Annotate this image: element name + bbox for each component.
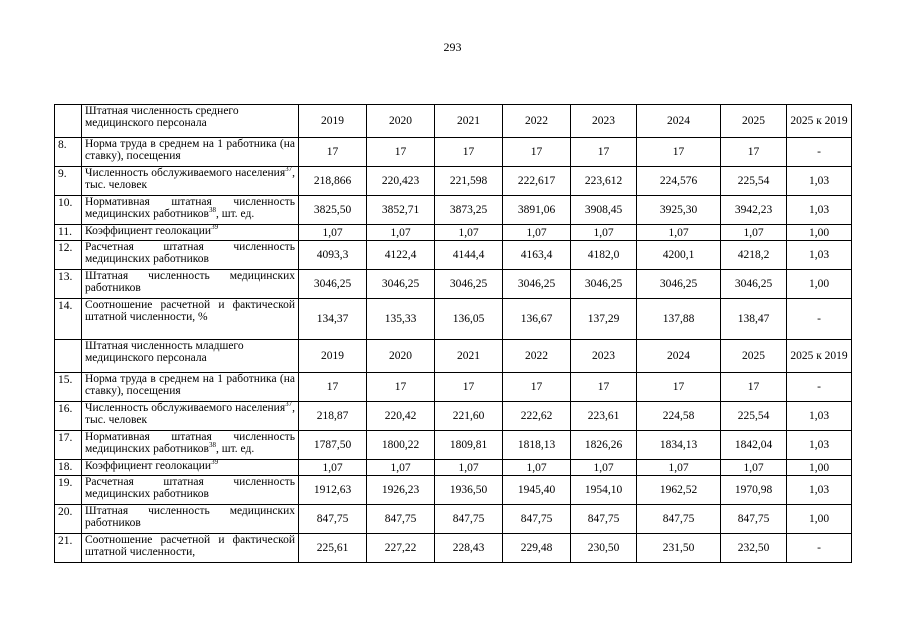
value-cell: 1,07 bbox=[503, 225, 571, 241]
footnote-ref: 39 bbox=[211, 224, 219, 231]
value-cell: 3046,25 bbox=[299, 270, 367, 299]
row-number: 18. bbox=[55, 460, 82, 476]
value-cell: 1954,10 bbox=[571, 476, 637, 505]
row-label-text: Штатная численность медицинских работников bbox=[85, 270, 295, 294]
row-number: 13. bbox=[55, 270, 82, 299]
value-cell: 1834,13 bbox=[637, 431, 721, 460]
ratio-cell: 1,03 bbox=[787, 241, 852, 270]
value-cell: 224,58 bbox=[637, 402, 721, 431]
ratio-cell: 1,00 bbox=[787, 460, 852, 476]
value-cell: 222,617 bbox=[503, 167, 571, 196]
value-cell: 138,47 bbox=[721, 299, 787, 340]
value-cell: 1,07 bbox=[299, 225, 367, 241]
value-cell: 3908,45 bbox=[571, 196, 637, 225]
value-cell: 223,612 bbox=[571, 167, 637, 196]
table-row bbox=[55, 476, 852, 505]
table-body bbox=[55, 105, 852, 563]
value-cell: 847,75 bbox=[721, 505, 787, 534]
value-cell: 1926,23 bbox=[367, 476, 435, 505]
row-label bbox=[82, 196, 299, 225]
footnote-ref: 39 bbox=[211, 459, 219, 466]
row-label bbox=[82, 167, 299, 196]
value-cell: 221,60 bbox=[435, 402, 503, 431]
value-cell: 1826,26 bbox=[571, 431, 637, 460]
value-cell: 135,33 bbox=[367, 299, 435, 340]
row-label-text: Нормативная штатная численность медицинских работников bbox=[85, 196, 295, 220]
value-cell: 17 bbox=[571, 138, 637, 167]
value-cell: 1,07 bbox=[637, 225, 721, 241]
value-cell: 1,07 bbox=[637, 460, 721, 476]
value-cell: 3891,06 bbox=[503, 196, 571, 225]
value-cell: 1800,22 bbox=[367, 431, 435, 460]
table-row bbox=[55, 225, 852, 241]
value-cell: 1,07 bbox=[367, 225, 435, 241]
value-cell: 227,22 bbox=[367, 534, 435, 563]
value-cell: 17 bbox=[435, 138, 503, 167]
ratio-cell: 1,00 bbox=[787, 225, 852, 241]
value-cell: 1809,81 bbox=[435, 431, 503, 460]
row-number-cell bbox=[55, 105, 82, 138]
year-header: 2019 bbox=[299, 105, 367, 138]
row-label-text: Численность обслуживаемого населения bbox=[85, 167, 286, 179]
year-header: 2022 bbox=[503, 340, 571, 373]
value-cell: 4218,2 bbox=[721, 241, 787, 270]
value-cell: 847,75 bbox=[435, 505, 503, 534]
value-cell: 3046,25 bbox=[637, 270, 721, 299]
footnote-ref: 38 bbox=[209, 441, 216, 449]
year-header: 2025 bbox=[721, 340, 787, 373]
row-number: 12. bbox=[55, 241, 82, 270]
value-cell: 17 bbox=[299, 138, 367, 167]
row-number: 21. bbox=[55, 534, 82, 563]
ratio-header: 2025 к 2019 bbox=[787, 105, 852, 138]
row-label-text: Соотношение расчетной и фактической штатной численности, bbox=[85, 534, 295, 558]
table-row bbox=[55, 431, 852, 460]
value-cell: 223,61 bbox=[571, 402, 637, 431]
value-cell: 222,62 bbox=[503, 402, 571, 431]
row-number: 19. bbox=[55, 476, 82, 505]
row-number: 20. bbox=[55, 505, 82, 534]
table-row bbox=[55, 196, 852, 225]
row-label bbox=[82, 299, 299, 340]
row-label-suffix: , тыс. человек bbox=[85, 402, 295, 426]
row-label-text: Расчетная штатная численность медицинских работников bbox=[85, 476, 295, 500]
ratio-cell: 1,00 bbox=[787, 270, 852, 299]
ratio-cell: - bbox=[787, 534, 852, 563]
value-cell: 1,07 bbox=[435, 225, 503, 241]
value-cell: 4200,1 bbox=[637, 241, 721, 270]
value-cell: 232,50 bbox=[721, 534, 787, 563]
value-cell: 1970,98 bbox=[721, 476, 787, 505]
value-cell: 218,87 bbox=[299, 402, 367, 431]
row-label bbox=[82, 505, 299, 534]
row-label-text: Норма труда в среднем на 1 работника (на ставку), посещения bbox=[85, 138, 295, 162]
value-cell: 224,576 bbox=[637, 167, 721, 196]
section-title: Штатная численность среднего медицинского персонала bbox=[82, 105, 299, 138]
value-cell: 17 bbox=[637, 138, 721, 167]
year-header: 2023 bbox=[571, 340, 637, 373]
row-label-text: Штатная численность медицинских работников bbox=[85, 505, 295, 529]
value-cell: 1,07 bbox=[571, 225, 637, 241]
value-cell: 1,07 bbox=[299, 460, 367, 476]
value-cell: 3925,30 bbox=[637, 196, 721, 225]
row-label bbox=[82, 225, 299, 241]
value-cell: 1912,63 bbox=[299, 476, 367, 505]
row-number-cell bbox=[55, 340, 82, 373]
row-label-text: Коэффициент геолокации bbox=[85, 225, 212, 237]
value-cell: 17 bbox=[435, 373, 503, 402]
value-cell: 17 bbox=[571, 373, 637, 402]
row-label bbox=[82, 373, 299, 402]
value-cell: 231,50 bbox=[637, 534, 721, 563]
value-cell: 847,75 bbox=[367, 505, 435, 534]
footnote-ref: 37 bbox=[285, 401, 293, 408]
section-header-row bbox=[55, 105, 852, 138]
value-cell: 17 bbox=[503, 138, 571, 167]
table-row bbox=[55, 373, 852, 402]
year-header: 2021 bbox=[435, 340, 503, 373]
row-number: 9. bbox=[55, 167, 82, 196]
row-label-suffix: , шт. ед. bbox=[216, 443, 255, 455]
value-cell: 3046,25 bbox=[721, 270, 787, 299]
table-row bbox=[55, 534, 852, 563]
year-header: 2024 bbox=[637, 340, 721, 373]
value-cell: 1,07 bbox=[503, 460, 571, 476]
value-cell: 1936,50 bbox=[435, 476, 503, 505]
row-number: 8. bbox=[55, 138, 82, 167]
ratio-cell: 1,00 bbox=[787, 505, 852, 534]
value-cell: 847,75 bbox=[299, 505, 367, 534]
row-number: 17. bbox=[55, 431, 82, 460]
value-cell: 1818,13 bbox=[503, 431, 571, 460]
value-cell: 17 bbox=[721, 138, 787, 167]
ratio-cell: 1,03 bbox=[787, 196, 852, 225]
row-label-text: Нормативная штатная численность медицинских работников bbox=[85, 431, 295, 455]
row-number: 10. bbox=[55, 196, 82, 225]
value-cell: 136,67 bbox=[503, 299, 571, 340]
value-cell: 3873,25 bbox=[435, 196, 503, 225]
value-cell: 134,37 bbox=[299, 299, 367, 340]
value-cell: 3825,50 bbox=[299, 196, 367, 225]
value-cell: 847,75 bbox=[571, 505, 637, 534]
ratio-cell: - bbox=[787, 138, 852, 167]
row-label bbox=[82, 476, 299, 505]
table-row bbox=[55, 505, 852, 534]
value-cell: 1,07 bbox=[721, 225, 787, 241]
row-label bbox=[82, 534, 299, 563]
ratio-cell: 1,03 bbox=[787, 167, 852, 196]
value-cell: 847,75 bbox=[637, 505, 721, 534]
value-cell: 1962,52 bbox=[637, 476, 721, 505]
row-number: 11. bbox=[55, 225, 82, 241]
row-label-text: Численность обслуживаемого населения bbox=[85, 402, 286, 414]
row-label-text: Расчетная штатная численность медицинских работников bbox=[85, 241, 295, 265]
value-cell: 220,42 bbox=[367, 402, 435, 431]
year-header: 2023 bbox=[571, 105, 637, 138]
row-number: 16. bbox=[55, 402, 82, 431]
value-cell: 1,07 bbox=[435, 460, 503, 476]
value-cell: 136,05 bbox=[435, 299, 503, 340]
value-cell: 17 bbox=[637, 373, 721, 402]
footnote-ref: 38 bbox=[209, 206, 216, 214]
value-cell: 3942,23 bbox=[721, 196, 787, 225]
value-cell: 17 bbox=[367, 373, 435, 402]
value-cell: 1,07 bbox=[571, 460, 637, 476]
value-cell: 4144,4 bbox=[435, 241, 503, 270]
section-title: Штатная численность младшего медицинского персонала bbox=[82, 340, 299, 373]
table-row bbox=[55, 167, 852, 196]
value-cell: 1945,40 bbox=[503, 476, 571, 505]
value-cell: 3046,25 bbox=[367, 270, 435, 299]
row-label bbox=[82, 270, 299, 299]
table-row bbox=[55, 460, 852, 476]
year-header: 2022 bbox=[503, 105, 571, 138]
value-cell: 17 bbox=[299, 373, 367, 402]
value-cell: 17 bbox=[367, 138, 435, 167]
ratio-cell: 1,03 bbox=[787, 402, 852, 431]
row-label-text: Соотношение расчетной и фактической штатной численности, % bbox=[85, 299, 295, 323]
value-cell: 225,61 bbox=[299, 534, 367, 563]
value-cell: 847,75 bbox=[503, 505, 571, 534]
row-label bbox=[82, 431, 299, 460]
value-cell: 17 bbox=[721, 373, 787, 402]
ratio-cell: - bbox=[787, 299, 852, 340]
table-row bbox=[55, 299, 852, 340]
value-cell: 1842,04 bbox=[721, 431, 787, 460]
value-cell: 218,866 bbox=[299, 167, 367, 196]
year-header: 2024 bbox=[637, 105, 721, 138]
row-label bbox=[82, 241, 299, 270]
year-header: 2020 bbox=[367, 105, 435, 138]
row-label-suffix: , шт. ед. bbox=[216, 208, 255, 220]
ratio-header: 2025 к 2019 bbox=[787, 340, 852, 373]
row-label bbox=[82, 138, 299, 167]
table-row bbox=[55, 270, 852, 299]
year-header: 2025 bbox=[721, 105, 787, 138]
row-number: 15. bbox=[55, 373, 82, 402]
value-cell: 137,88 bbox=[637, 299, 721, 340]
table-row bbox=[55, 241, 852, 270]
year-header: 2019 bbox=[299, 340, 367, 373]
value-cell: 1787,50 bbox=[299, 431, 367, 460]
value-cell: 225,54 bbox=[721, 402, 787, 431]
staffing-table bbox=[54, 104, 852, 563]
row-number: 14. bbox=[55, 299, 82, 340]
value-cell: 3046,25 bbox=[571, 270, 637, 299]
value-cell: 221,598 bbox=[435, 167, 503, 196]
value-cell: 4163,4 bbox=[503, 241, 571, 270]
value-cell: 4182,0 bbox=[571, 241, 637, 270]
value-cell: 1,07 bbox=[367, 460, 435, 476]
value-cell: 4122,4 bbox=[367, 241, 435, 270]
table-row bbox=[55, 138, 852, 167]
value-cell: 17 bbox=[503, 373, 571, 402]
value-cell: 3046,25 bbox=[435, 270, 503, 299]
page-number: 293 bbox=[443, 40, 462, 54]
table-row bbox=[55, 402, 852, 431]
value-cell: 228,43 bbox=[435, 534, 503, 563]
year-header: 2020 bbox=[367, 340, 435, 373]
value-cell: 220,423 bbox=[367, 167, 435, 196]
value-cell: 3046,25 bbox=[503, 270, 571, 299]
row-label bbox=[82, 460, 299, 476]
value-cell: 229,48 bbox=[503, 534, 571, 563]
value-cell: 1,07 bbox=[721, 460, 787, 476]
row-label-suffix: , тыс. человек bbox=[85, 167, 295, 191]
value-cell: 137,29 bbox=[571, 299, 637, 340]
row-label-text: Норма труда в среднем на 1 работника (на ставку), посещения bbox=[85, 373, 295, 397]
value-cell: 230,50 bbox=[571, 534, 637, 563]
section-header-row bbox=[55, 340, 852, 373]
row-label-text: Коэффициент геолокации bbox=[85, 460, 212, 472]
row-label bbox=[82, 402, 299, 431]
ratio-cell: 1,03 bbox=[787, 476, 852, 505]
value-cell: 225,54 bbox=[721, 167, 787, 196]
value-cell: 3852,71 bbox=[367, 196, 435, 225]
ratio-cell: - bbox=[787, 373, 852, 402]
year-header: 2021 bbox=[435, 105, 503, 138]
value-cell: 4093,3 bbox=[299, 241, 367, 270]
ratio-cell: 1,03 bbox=[787, 431, 852, 460]
footnote-ref: 37 bbox=[285, 166, 293, 173]
